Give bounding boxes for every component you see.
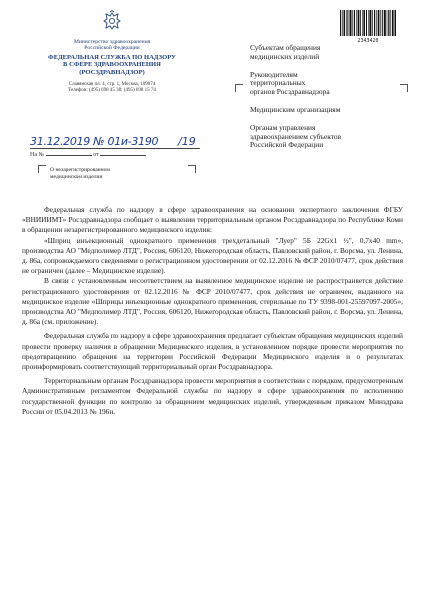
reference-line	[30, 150, 146, 158]
ministry-line: Министерство здравоохранения	[73, 39, 151, 45]
na-blank	[46, 150, 92, 156]
ot-blank	[100, 150, 146, 156]
address-line: Славянская пл. 4, стр. 1, Москва, 109074	[68, 81, 156, 87]
addressee-territorial-heads	[250, 71, 410, 97]
agency-line: (РОСЗДРАВНАДЗОР)	[79, 69, 145, 76]
subject-reference	[50, 167, 180, 180]
agency-name	[22, 54, 202, 77]
handwritten-suffix: /19	[178, 135, 196, 148]
paragraph-certificate: В связи с установленным несоответствием на выявленное медицинское изделие не распространяется действие регистрационного удостоверения от 02.12.2016 № ФСР 2010/07477, срок действия не ограничен, выданного на медицинское изделие «Шприцы инъекционные однократного применения, стерильные по ТУ 9398-001-25597097-2005», производства АО "Медполимер ЛТД", Россия, 606120, Нижегородская область, Павловский район, г. Ворсма, ул. Ленина, д. 86а (см. приложение).	[22, 276, 403, 327]
addressee-medical-orgs	[250, 106, 410, 115]
na-label: На №	[30, 152, 45, 158]
addressee-subjects	[250, 44, 410, 62]
subject-corner-right	[188, 165, 196, 173]
subject-line: О незарегистрированном	[50, 167, 110, 173]
agency-address	[22, 82, 202, 94]
addressee-line: Медицинским организациям	[250, 104, 341, 114]
agency-line: ФЕДЕРАЛЬНАЯ СЛУЖБА ПО НАДЗОРУ	[48, 53, 176, 61]
coat-of-arms-icon	[101, 10, 123, 32]
address-line: Телефон: (495) 698 45 38; (495) 698 15 74	[68, 87, 156, 93]
paragraph-subjects-request: Федеральная служба по надзору в сфере здравоохранения предлагает субъектам обращения медицинских изделий провести проверку наличия в обращении Медицинского изделия, в установленном порядке провести мероприятия по предотвращению обращения на территории Российской Федерации Медицинского изделия и о результатах проинформировать соответствующий территориальный орган Росздравнадзора.	[22, 331, 403, 372]
subject-line: медицинском изделии	[50, 173, 103, 180]
addressee-line: Субъектам обращения	[250, 43, 321, 52]
letter-body	[22, 205, 403, 417]
addressee-block	[250, 44, 410, 159]
addressee-line: Органам управления	[250, 122, 316, 132]
agency-line: В СФЕРЕ ЗДРАВООХРАНЕНИЯ	[63, 61, 161, 69]
ministry-line: Российской Федерации	[84, 45, 140, 52]
subject-corner-left	[38, 165, 46, 173]
letterhead	[22, 10, 202, 94]
addressee-line: Российской Федерации	[250, 140, 324, 150]
paragraph-intro: Федеральная служба по надзору в сфере здравоохранения на основании экспертного заключения ФГБУ «ВНИИИМТ» Росздравнадзора сообщает о выявлении территориальным органом Росздравнадзора по Республике Коми в обращении незарегистрированного медицинского изделия:	[22, 205, 403, 235]
registration-underline	[30, 148, 200, 149]
ot-label: от	[93, 152, 99, 158]
addressee-line: органов Росздравнадзора	[250, 87, 330, 97]
addressee-line: медицинских изделий	[250, 51, 320, 61]
addressee-line: здравоохранением субъектов	[250, 131, 342, 141]
addressee-line: территориальных	[250, 78, 306, 88]
barcode-number: 2343420	[357, 38, 379, 44]
barcode	[340, 10, 396, 36]
paragraph-territorial-request: Территориальным органам Росздравнадзора провести мероприятия в соответствии с порядком, предусмотренным Административным регламентом Федеральной службы по надзору в сфере здравоохранения по исполнению государственной функции по контролю за обращением медицинских изделий, утвержденным приказом Минздрава России от 05.04.2013 № 196н.	[22, 376, 403, 416]
addressee-corner-left	[235, 84, 243, 92]
ministry-name	[22, 39, 202, 52]
paragraph-device: «Шприц инъекционный однократного применения трехдетальный "Луер" 5Б 22Gx1 ½", 0,7x40 mm», производства АО "Медполимер ЛТД", Россия, 606120, Нижегородская область, Павловский район, г. Ворсма, ул. Ленина, д. 86а, сопровождаемого сведениями о регистрационном удостоверении от 02.12.2016 № ФСР 2010/07477, срок действия не ограничен (далее – Медицинское изделие).	[22, 235, 403, 276]
addressee-health-authorities	[250, 124, 410, 150]
handwritten-registration: 31.12.2019 № 01и-3190	[30, 135, 159, 148]
addressee-line: Руководителям	[250, 69, 298, 79]
